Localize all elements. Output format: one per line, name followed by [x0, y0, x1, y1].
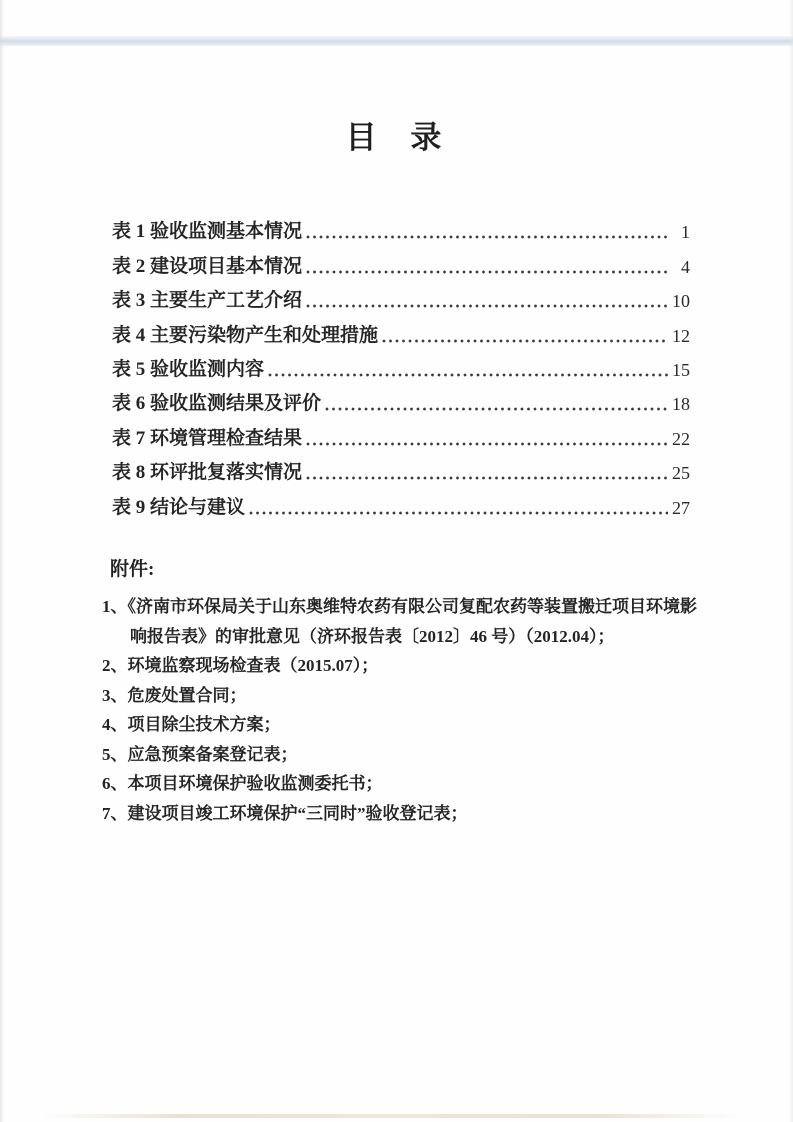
toc-entry [112, 282, 690, 316]
toc-leader-dots [306, 270, 670, 274]
attachment-item-number: 5、 [102, 744, 128, 764]
toc-leader-dots [325, 407, 668, 411]
toc-entry-label: 表 6 验收监测结果及评价 [112, 393, 322, 415]
toc-entry [112, 351, 690, 385]
attachment-item [102, 799, 702, 829]
toc-page-number: 15 [672, 359, 690, 380]
attachment-item [102, 681, 702, 711]
toc-entry [112, 419, 690, 453]
attachment-item [102, 710, 702, 740]
toc-page-number: 12 [672, 325, 690, 346]
attachment-item-text: 《济南市环保局关于山东奥维特农药有限公司复配农药等装置搬迁项目环境影响报告表》的审批意见（济环报告表〔2012〕46 号）（2012.04）； [127, 597, 697, 646]
toc-leader-dots [306, 476, 668, 480]
attachment-item-number: 6、 [102, 774, 128, 793]
scan-artifact-bottom-edge [40, 1114, 740, 1118]
attachment-item-number: 3、 [102, 685, 128, 705]
attachments-list [102, 592, 702, 828]
attachment-item-number: 7、 [102, 803, 128, 823]
attachment-item-text: 环境监察现场检查表（2015.07）； [127, 656, 379, 675]
toc-page-number: 4 [681, 256, 690, 277]
toc-leader-dots [249, 511, 668, 515]
toc-entry-label: 表 3 主要生产工艺介绍 [112, 290, 303, 312]
page-title: 目 录 [345, 120, 448, 155]
attachment-item-text: 应急预案备案登记表； [127, 744, 298, 764]
toc-entry [112, 385, 690, 419]
toc-entry [112, 213, 690, 247]
scan-artifact-left-edge [0, 0, 4, 1122]
attachment-item-number: 2、 [102, 656, 128, 675]
toc-entry-label: 表 9 结论与建议 [112, 496, 246, 518]
attachment-item [102, 769, 702, 799]
toc-entry [112, 316, 690, 350]
attachment-item-number: 1、 [102, 597, 128, 616]
attachment-item [102, 592, 702, 651]
table-of-contents [112, 213, 690, 523]
attachment-item-text: 危废处置合同； [127, 685, 247, 705]
toc-leader-dots [306, 442, 668, 446]
toc-entry-label: 表 2 建设项目基本情况 [112, 255, 303, 277]
attachments-heading: 附件: [110, 559, 155, 580]
attachment-item-text: 本项目环境保护验收监测委托书； [127, 774, 383, 793]
toc-page-number: 18 [672, 394, 690, 415]
toc-page-number: 1 [681, 222, 690, 243]
attachment-item-number: 4、 [102, 715, 128, 734]
toc-entry-label: 表 7 环境管理检查结果 [112, 427, 303, 449]
attachment-item [102, 651, 702, 681]
toc-entry [112, 454, 690, 488]
toc-leader-dots [382, 339, 668, 343]
toc-page-number: 10 [672, 291, 690, 312]
toc-entry-label: 表 1 验收监测基本情况 [112, 221, 303, 243]
toc-leader-dots [306, 235, 670, 239]
toc-page-number: 22 [672, 428, 690, 449]
attachment-item-text: 项目除尘技术方案； [127, 715, 281, 734]
toc-entry-label: 表 8 环评批复落实情况 [112, 462, 303, 484]
toc-page-number: 27 [672, 497, 690, 518]
scan-artifact-right-edge [789, 0, 793, 1122]
toc-leader-dots [306, 304, 668, 308]
toc-entry-label: 表 5 验收监测内容 [112, 358, 265, 380]
toc-entry-label: 表 4 主要污染物产生和处理措施 [112, 324, 379, 346]
scan-artifact-top-band [0, 36, 793, 46]
toc-leader-dots [268, 373, 668, 377]
toc-page-number: 25 [672, 463, 690, 484]
attachment-item-text: 建设项目竣工环境保护“三同时”验收登记表； [127, 803, 468, 823]
toc-entry [112, 247, 690, 281]
attachment-item [102, 740, 702, 770]
toc-entry [112, 488, 690, 522]
